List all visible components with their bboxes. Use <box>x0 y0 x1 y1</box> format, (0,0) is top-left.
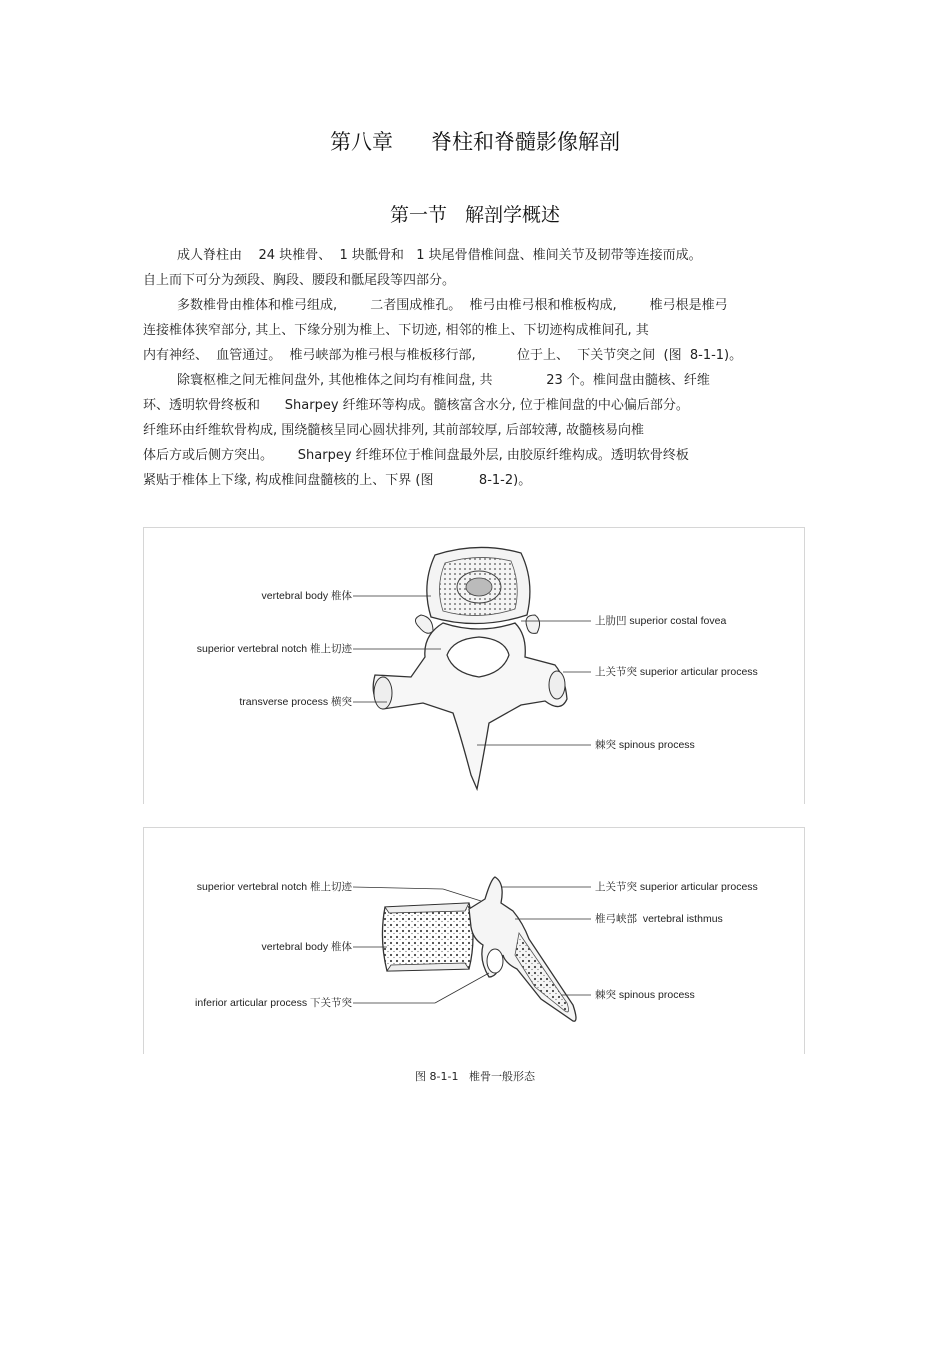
paragraph-line: 连接椎体狭窄部分, 其上、下缘分别为椎上、下切迹, 相邻的椎上、下切迹构成椎间孔, 其 <box>143 323 649 338</box>
paragraph-line: 环、透明软骨终板和 Sharpey 纤维环等构成。髓核富含水分, 位于椎间盘的中心偏后部分。 <box>143 398 689 413</box>
paragraph-line: 自上而下可分为颈段、胸段、腰段和骶尾段等四部分。 <box>143 273 456 288</box>
label-vertebral-body: vertebral body 椎体 <box>261 941 352 953</box>
label-superior-vertebral-notch: superior vertebral notch 椎上切迹 <box>196 643 352 655</box>
paragraph-line: 体后方或后侧方突出。 Sharpey 纤维环位于椎间盘最外层, 由胶原纤维构成。透明软骨终板 <box>143 448 689 463</box>
label-superior-articular-process: 上关节突 superior articular process <box>595 881 758 893</box>
chapter-number: 第八章 <box>330 130 393 154</box>
vertebra-lateral-illustration <box>143 827 804 1053</box>
label-transverse-process: transverse process 横突 <box>239 696 352 708</box>
label-superior-articular-process: 上关节突 superior articular process <box>595 666 758 678</box>
figure-vertebra-superior-view <box>143 527 804 803</box>
paragraph-line: 除寰枢椎之间无椎间盘外, 其他椎体之间均有椎间盘, 共 23 个。椎间盘由髓核、纤维 <box>177 373 710 388</box>
section-title: 第一节 解剖学概述 <box>389 204 561 226</box>
label-superior-vertebral-notch: superior vertebral notch 椎上切迹 <box>196 881 352 893</box>
figure-vertebra-lateral-view <box>143 827 804 1053</box>
label-superior-costal-fovea: 上肋凹 superior costal fovea <box>595 615 727 627</box>
paragraph-line: 多数椎骨由椎体和椎弓组成, 二者围成椎孔。 椎弓由椎弓根和椎板构成, 椎弓根是椎弓 <box>177 298 728 313</box>
chapter-name: 脊柱和脊髓影像解剖 <box>431 130 620 154</box>
label-spinous-process: 棘突 spinous process <box>595 989 695 1001</box>
label-spinous-process: 棘突 spinous process <box>595 739 695 751</box>
figure-caption: 图 8-1-1 椎骨一般形态 <box>415 1070 535 1083</box>
label-inferior-articular-process: inferior articular process 下关节突 <box>195 997 352 1009</box>
paragraph-line: 紧贴于椎体上下缘, 构成椎间盘髓核的上、下界 (图 8-1-2)。 <box>143 473 532 488</box>
label-vertebral-body: vertebral body 椎体 <box>261 590 352 602</box>
paragraph-line: 内有神经、 血管通过。 椎弓峡部为椎弓根与椎板移行部, 位于上、 下关节突之间 (图 8-1-1)。 <box>143 348 743 363</box>
paragraph-line: 纤维环由纤维软骨构成, 围绕髓核呈同心圆状排列, 其前部较厚, 后部较薄, 故髓核易向椎 <box>143 423 645 438</box>
paragraph-line: 成人脊柱由 24 块椎骨、 1 块骶骨和 1 块尾骨借椎间盘、椎间关节及韧带等连接而成。 <box>177 248 702 263</box>
label-vertebral-isthmus: 椎弓峡部 vertebral isthmus <box>595 913 723 925</box>
chapter-title <box>0 126 950 156</box>
